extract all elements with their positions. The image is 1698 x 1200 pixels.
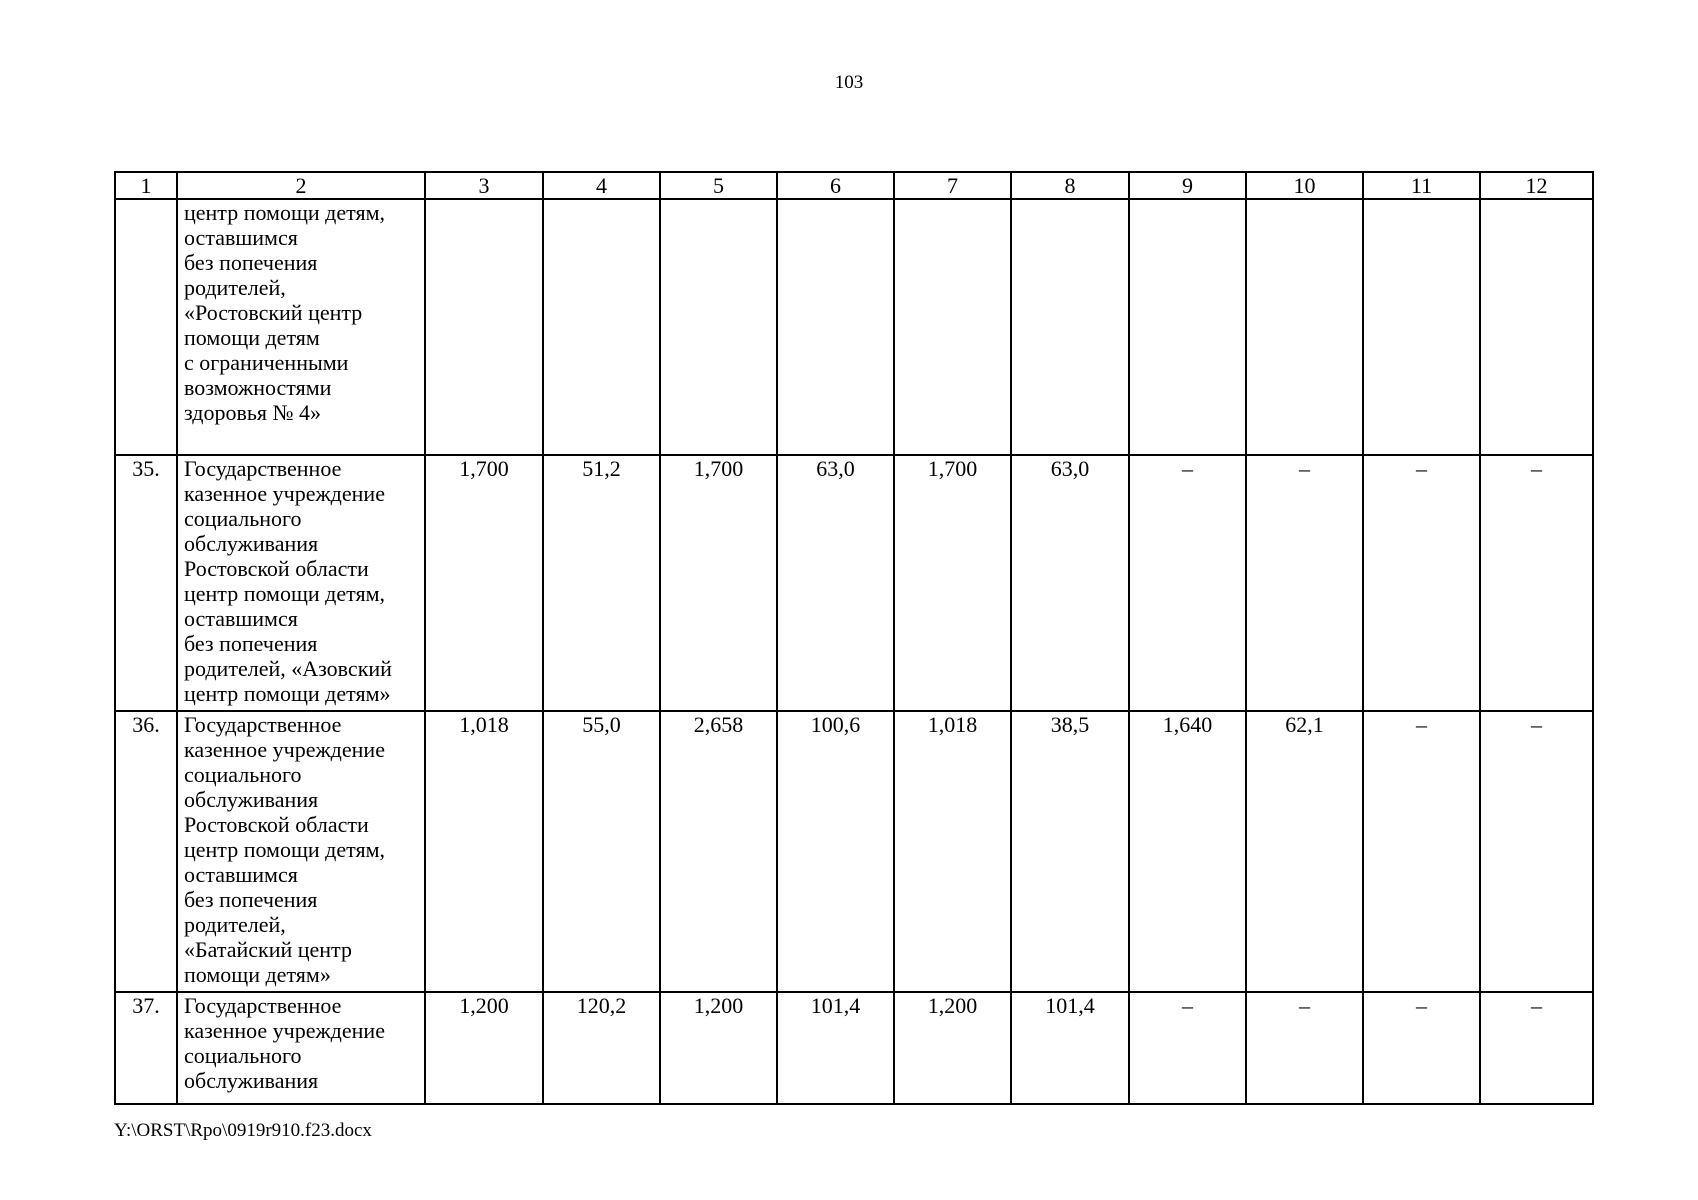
table-cell: 1,640 (1129, 711, 1246, 992)
row-number: 35. (115, 455, 177, 711)
table-cell: 1,200 (894, 992, 1011, 1104)
table-cell (543, 199, 660, 455)
table-cell: 63,0 (777, 455, 894, 711)
institution-name: Государственное казенное учреждение социального обслуживания Ростовской области центр помощи детям, оставшимся без попечения родителей, «Батайский центр помощи детям» (177, 711, 425, 992)
table-cell (1480, 199, 1593, 455)
table-cell: – (1480, 992, 1593, 1104)
table-cell: 1,018 (425, 711, 543, 992)
institution-name: Государственное казенное учреждение социального обслуживания (177, 992, 425, 1104)
table-cell: 63,0 (1011, 455, 1129, 711)
table-cell: 100,6 (777, 711, 894, 992)
table-header-row (115, 172, 1593, 199)
table-cell (1129, 199, 1246, 455)
table-cell: 1,200 (425, 992, 543, 1104)
table-cell: – (1363, 455, 1480, 711)
table-cell: 2,658 (660, 711, 777, 992)
table-cell: 101,4 (777, 992, 894, 1104)
table-cell (660, 199, 777, 455)
table-row (115, 455, 1593, 711)
table-cell: – (1363, 992, 1480, 1104)
table-cell (894, 199, 1011, 455)
table-cell: 1,700 (660, 455, 777, 711)
table-cell: – (1246, 455, 1363, 711)
table-cell: – (1246, 992, 1363, 1104)
table-cell: 1,700 (425, 455, 543, 711)
table-row (115, 711, 1593, 992)
column-header: 2 (177, 172, 425, 199)
table-cell (1011, 199, 1129, 455)
column-header: 9 (1129, 172, 1246, 199)
column-header: 4 (543, 172, 660, 199)
column-header: 5 (660, 172, 777, 199)
table-cell (1363, 199, 1480, 455)
page-number: 103 (834, 72, 864, 93)
column-header: 12 (1480, 172, 1593, 199)
column-header: 10 (1246, 172, 1363, 199)
table-cell: 51,2 (543, 455, 660, 711)
table-row (115, 199, 1593, 455)
institution-name: Государственное казенное учреждение социального обслуживания Ростовской области центр помощи детям, оставшимся без попечения родителей, «Азовский центр помощи детям» (177, 455, 425, 711)
table-cell: – (1480, 711, 1593, 992)
table-cell: 1,700 (894, 455, 1011, 711)
institution-name: центр помощи детям, оставшимся без попечения родителей, «Ростовский центр помощи детям с ограниченными возможностями здоровья № 4» (177, 199, 425, 455)
table-cell: 120,2 (543, 992, 660, 1104)
row-number (115, 199, 177, 455)
column-header: 11 (1363, 172, 1480, 199)
table-cell: 1,018 (894, 711, 1011, 992)
table-cell: – (1480, 455, 1593, 711)
table-cell: – (1363, 711, 1480, 992)
column-header: 6 (777, 172, 894, 199)
table-cell: 101,4 (1011, 992, 1129, 1104)
table-cell: 1,200 (660, 992, 777, 1104)
table-row (115, 992, 1593, 1104)
table-cell: – (1129, 992, 1246, 1104)
column-header: 7 (894, 172, 1011, 199)
table-cell (425, 199, 543, 455)
column-header: 1 (115, 172, 177, 199)
table-cell (777, 199, 894, 455)
row-number: 36. (115, 711, 177, 992)
table-cell: – (1129, 455, 1246, 711)
column-header: 8 (1011, 172, 1129, 199)
data-table (114, 171, 1594, 1105)
row-number: 37. (115, 992, 177, 1104)
table-cell: 55,0 (543, 711, 660, 992)
table-cell: 62,1 (1246, 711, 1363, 992)
table-cell: 38,5 (1011, 711, 1129, 992)
table-cell (1246, 199, 1363, 455)
file-path-footer: Y:\ORST\Rpo\0919r910.f23.docx (114, 1120, 372, 1141)
column-header: 3 (425, 172, 543, 199)
